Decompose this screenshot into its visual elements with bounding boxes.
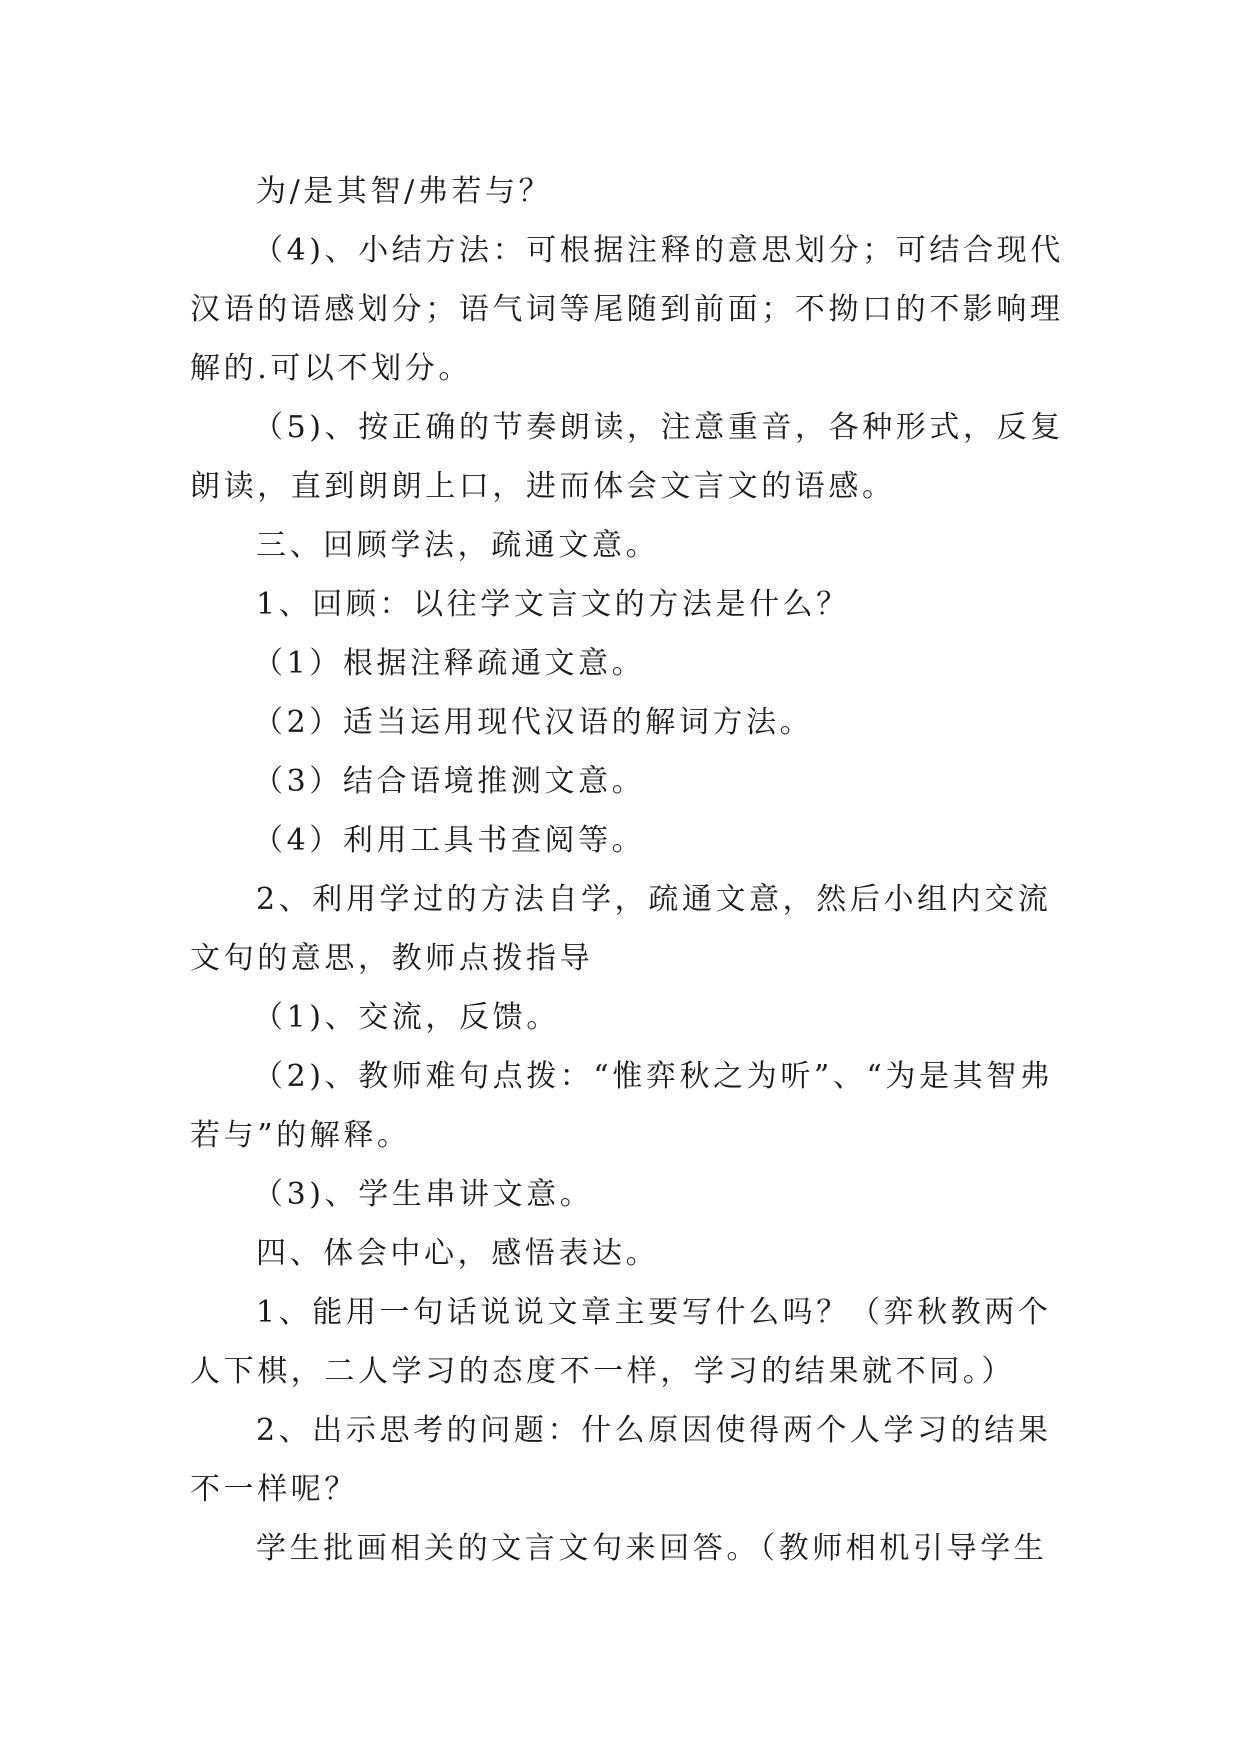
text-line: （4)、小结方法：可根据注释的意思划分；可结合现代 bbox=[253, 233, 1064, 268]
text-line: 人下棋，二人学习的态度不一样，学习的结果就不同。） bbox=[190, 1354, 1015, 1389]
text-line: 2、出示思考的问题：什么原因使得两个人学习的结果 bbox=[256, 1413, 1052, 1448]
list-item: （2）适当运用现代汉语的解词方法。 bbox=[253, 705, 814, 740]
text-line: 汉语的语感划分；语气词等尾随到前面；不拗口的不影响理 bbox=[190, 292, 1064, 327]
text-line: 1、回顾：以往学文言文的方法是什么？ bbox=[256, 587, 850, 622]
text-line: 解的.可以不划分。 bbox=[190, 351, 472, 386]
list-item: （1）根据注释疏通文意。 bbox=[253, 646, 646, 681]
list-item: （3)、学生串讲文意。 bbox=[253, 1177, 594, 1212]
list-item: （4）利用工具书查阅等。 bbox=[253, 823, 646, 858]
text-line: 若与”的解释。 bbox=[190, 1118, 411, 1153]
list-item: （3）结合语境推测文意。 bbox=[253, 764, 646, 799]
text-line: 朗读，直到朗朗上口，进而体会文言文的语感。 bbox=[190, 469, 896, 504]
text-line: （5)、按正确的节奏朗读，注意重音，各种形式，反复 bbox=[253, 410, 1064, 445]
section-heading: 三、回顾学法，疏通文意。 bbox=[256, 528, 660, 563]
list-item: （1)、交流，反馈。 bbox=[253, 1000, 560, 1035]
text-line: 1、能用一句话说说文章主要写什么吗？（弈秋教两个 bbox=[256, 1295, 1052, 1330]
text-line: 2、利用学过的方法自学，疏通文意，然后小组内交流 bbox=[256, 882, 1052, 917]
list-item: （2)、教师难句点拨：“惟弈秋之为听”、“为是其智弗 bbox=[253, 1059, 1054, 1094]
document-body bbox=[190, 162, 1064, 1578]
text-line: 为/是其智/弗若与？ bbox=[256, 174, 553, 209]
text-line: 学生批画相关的文言文句来回答。（教师相机引导学生 bbox=[256, 1531, 1048, 1566]
text-line: 不一样呢？ bbox=[190, 1472, 358, 1507]
text-line: 文句的意思，教师点拨指导 bbox=[190, 941, 594, 976]
section-heading: 四、体会中心，感悟表达。 bbox=[256, 1236, 660, 1271]
